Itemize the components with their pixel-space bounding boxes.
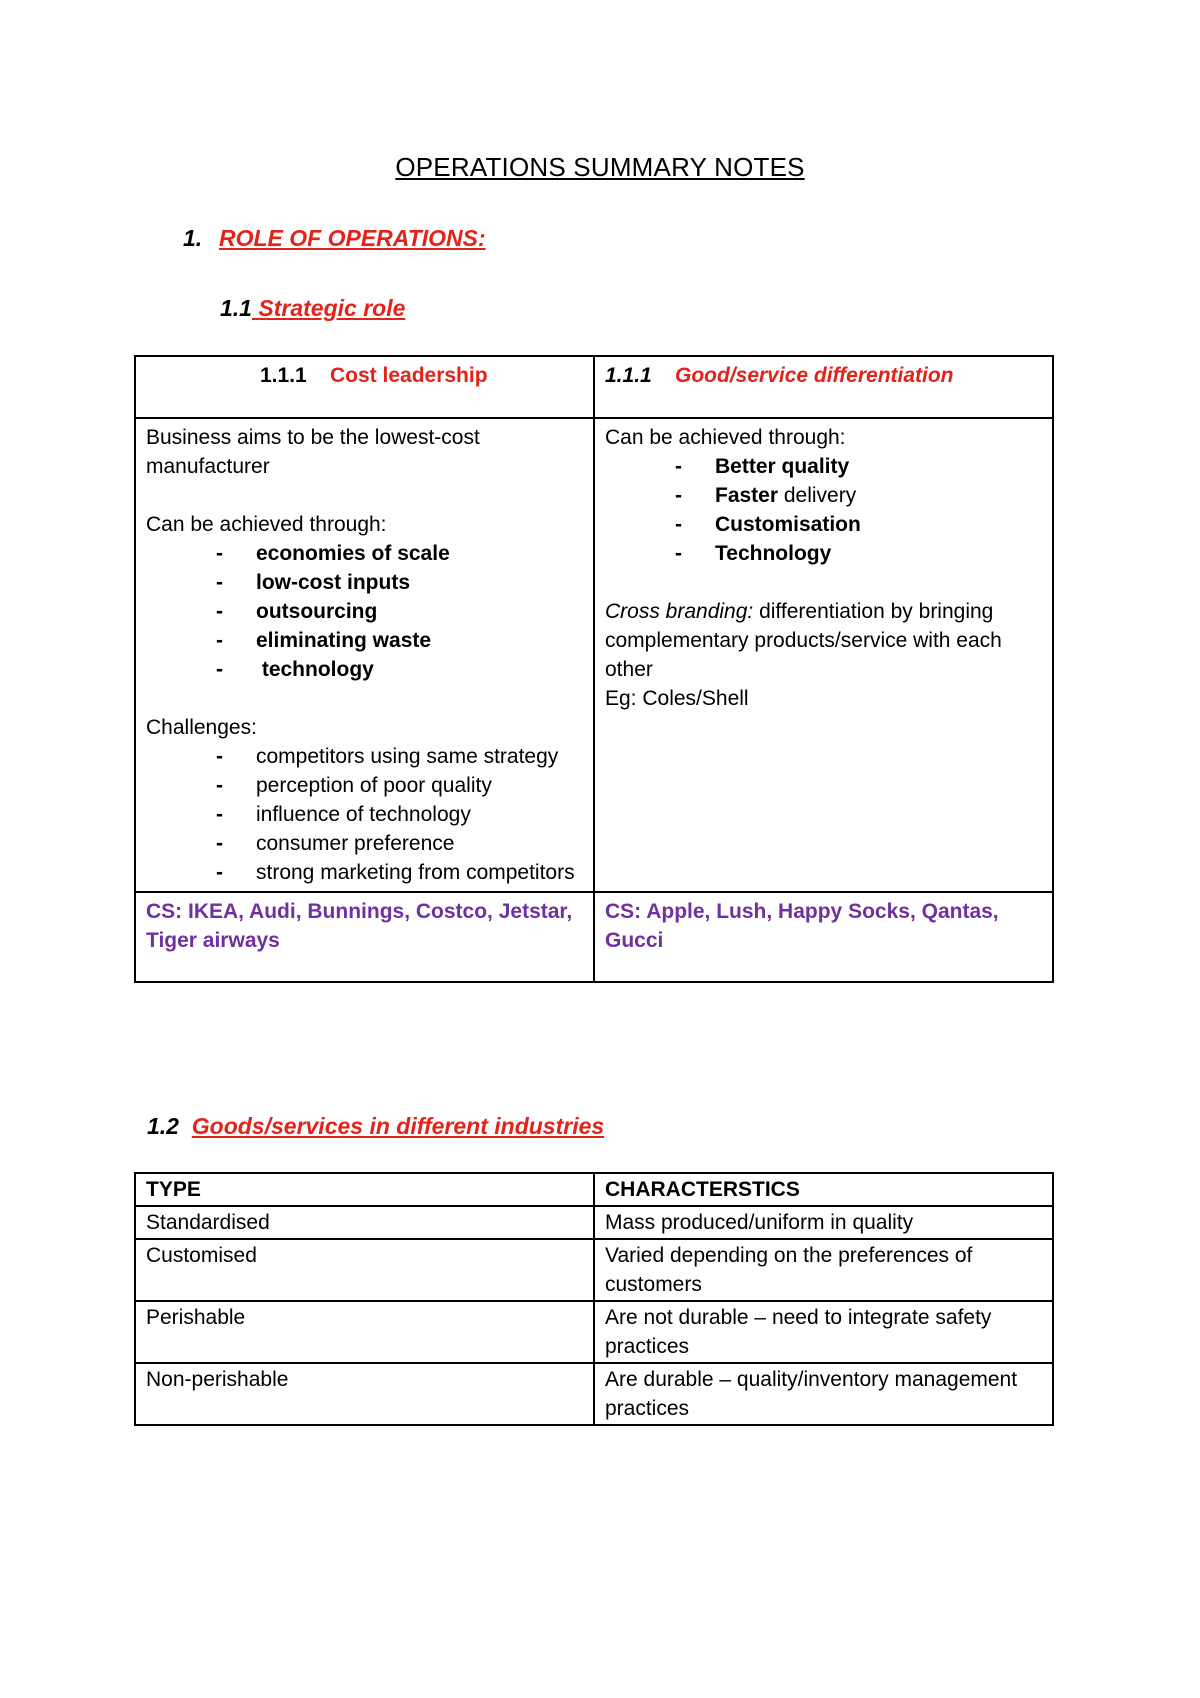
list-item: - technology [216,655,583,684]
characteristics-cell: Are durable – quality/inventory management practices [594,1363,1053,1425]
section-number: 1. [183,225,203,251]
page-title: OPERATIONS SUMMARY NOTES [395,152,805,182]
list-item: - Better quality [675,452,1042,481]
section-number: 1.2 [147,1113,179,1139]
heading-number: 1.1.1 [260,364,307,387]
section-title: Goods/services in different industries [191,1113,605,1139]
industry-table [134,1172,1054,1426]
type-cell: Customised [135,1239,594,1301]
table-row [135,1301,1053,1363]
cost-leadership-case-studies: CS: IKEA, Audi, Bunnings, Costco, Jetstar, Tiger airways [135,892,594,982]
list-item: - consumer preference [216,829,583,858]
achieved-label: Can be achieved through: [605,426,846,449]
heading-label: Good/service differentiation [675,364,954,387]
list-item: - competitors using same strategy [216,742,583,771]
table-footer-row [135,892,1053,982]
cost-leadership-header [135,356,594,418]
characteristics-cell: Mass produced/uniform in quality [594,1206,1053,1239]
intro-text: Business aims to be the lowest-cost manufacturer [146,426,480,478]
table-body-row [135,418,1053,892]
cross-branding-definition: differentiation by bringing complementary products/service with each other [605,600,1002,681]
table-row [135,1239,1053,1301]
section-title: Strategic role [251,295,406,321]
list-item: - economies of scale [216,539,583,568]
section-number: 1.1 [220,295,252,321]
section-heading-1-1 [220,295,405,322]
heading-label: Cost leadership [330,364,488,387]
list-item: - influence of technology [216,800,583,829]
cross-branding-term: Cross branding: [605,600,754,623]
type-cell: Perishable [135,1301,594,1363]
section-heading-1-2 [147,1113,604,1140]
example-text: Eg: Coles/Shell [605,687,749,710]
challenges-list [216,742,583,887]
table-row [135,1206,1053,1239]
section-title: ROLE OF OPERATIONS: [219,225,486,251]
table-row [135,1363,1053,1425]
list-item: - outsourcing [216,597,583,626]
section-heading-1 [183,225,486,252]
characteristics-cell: Are not durable – need to integrate safety practices [594,1301,1053,1363]
achieved-list [675,452,1042,568]
list-item: - low-cost inputs [216,568,583,597]
cross-branding-text [605,597,1042,684]
list-item: - perception of poor quality [216,771,583,800]
heading-number: 1.1.1 [605,364,652,387]
achieved-list [216,539,583,684]
list-item: - eliminating waste [216,626,583,655]
table-header-row [135,1173,1053,1206]
type-cell: Standardised [135,1206,594,1239]
differentiation-header [594,356,1053,418]
achieved-label: Can be achieved through: [146,513,387,536]
list-item: - Technology [675,539,1042,568]
list-item: - Faster delivery [675,481,1042,510]
type-header: TYPE [135,1173,594,1206]
differentiation-body [594,418,1053,892]
table-header-row [135,356,1053,418]
characteristics-header: CHARACTERSTICS [594,1173,1053,1206]
list-item: - Customisation [675,510,1042,539]
type-cell: Non-perishable [135,1363,594,1425]
differentiation-case-studies: CS: Apple, Lush, Happy Socks, Qantas, Gucci [594,892,1053,982]
challenges-label: Challenges: [146,716,257,739]
list-item: - strong marketing from competitors [216,858,583,887]
strategy-table [134,355,1054,983]
characteristics-cell: Varied depending on the preferences of customers [594,1239,1053,1301]
cost-leadership-body [135,418,594,892]
